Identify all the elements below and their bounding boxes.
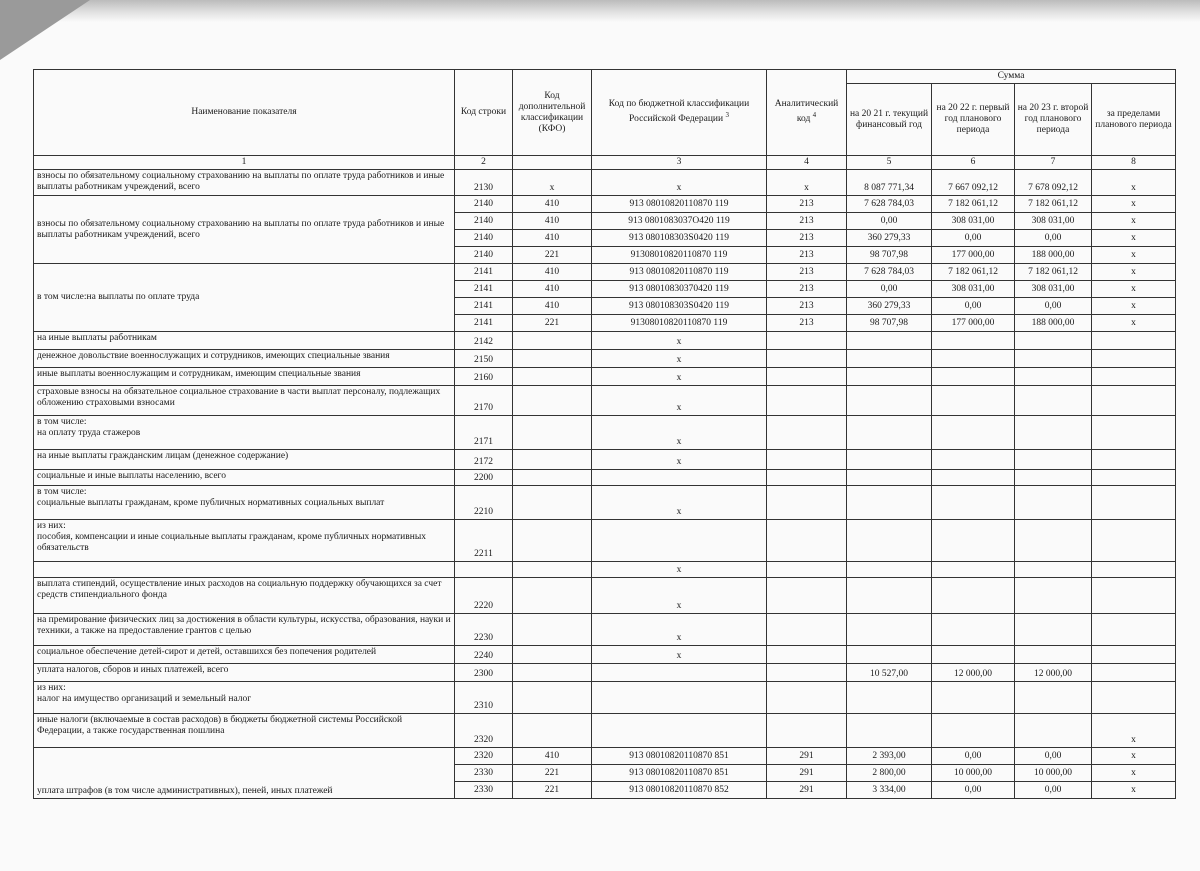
year-2-cell: 177 000,00: [932, 315, 1015, 332]
beyond-cell: [1092, 350, 1176, 368]
year-3-cell: [1015, 386, 1092, 416]
year-3-cell: 0,00: [1015, 230, 1092, 247]
year-1-cell: [847, 332, 932, 350]
year-1-cell: [847, 368, 932, 386]
year-3-cell: 7 678 092,12: [1015, 170, 1092, 196]
budget-code-cell: 913 08010820110870 119: [592, 196, 767, 213]
budget-code-cell: 913 08010820110870 851: [592, 765, 767, 782]
analytic-code-cell: [767, 578, 847, 614]
indicator-name: социальное обеспечение детей-сирот и детей, оставшихся без попечения родителей: [34, 646, 455, 664]
beyond-cell: x: [1092, 315, 1176, 332]
row-code-cell: 2300: [455, 664, 513, 682]
row-code-cell: 2240: [455, 646, 513, 664]
year-2-cell: 12 000,00: [932, 664, 1015, 682]
year-2-cell: 308 031,00: [932, 213, 1015, 230]
year-2-cell: [932, 332, 1015, 350]
row-code-cell: 2200: [455, 470, 513, 486]
analytic-code-cell: x: [767, 170, 847, 196]
row-code-cell: 2320: [455, 714, 513, 748]
header-sum: Сумма: [847, 70, 1176, 84]
analytic-code-cell: 213: [767, 196, 847, 213]
analytic-code-cell: 213: [767, 298, 847, 315]
row-code-cell: 2160: [455, 368, 513, 386]
beyond-cell: [1092, 470, 1176, 486]
row-code-cell: 2330: [455, 782, 513, 799]
row-code-cell: 2140: [455, 230, 513, 247]
column-number-blank: [513, 156, 592, 170]
analytic-code-cell: 213: [767, 247, 847, 264]
year-3-cell: 308 031,00: [1015, 281, 1092, 298]
beyond-cell: x: [1092, 765, 1176, 782]
year-2-cell: 7 667 092,12: [932, 170, 1015, 196]
column-number: 2: [455, 156, 513, 170]
year-1-cell: [847, 416, 932, 450]
year-1-cell: [847, 682, 932, 714]
analytic-code-cell: [767, 416, 847, 450]
indicator-name: взносы по обязательному социальному страхованию на выплаты по оплате труда работников и иные выплаты работникам учреждений, всего: [34, 170, 455, 196]
analytic-code-cell: 213: [767, 213, 847, 230]
row-code-cell: 2210: [455, 486, 513, 520]
kfo-cell: [513, 450, 592, 470]
year-2-cell: [932, 614, 1015, 646]
beyond-cell: [1092, 682, 1176, 714]
table-row: [34, 470, 1176, 486]
year-2-cell: 308 031,00: [932, 281, 1015, 298]
row-code-cell: 2320: [455, 748, 513, 765]
kfo-cell: [513, 386, 592, 416]
table-row: [34, 416, 1176, 450]
budget-code-cell: [592, 520, 767, 562]
table-row: [34, 264, 1176, 281]
kfo-cell: [513, 682, 592, 714]
beyond-cell: [1092, 562, 1176, 578]
analytic-code-cell: [767, 368, 847, 386]
budget-code-cell: 913 0801083037О420 119: [592, 213, 767, 230]
year-2-cell: 7 182 061,12: [932, 196, 1015, 213]
budget-code-cell: x: [592, 562, 767, 578]
budget-code-cell: x: [592, 614, 767, 646]
budget-code-cell: 913 08010820110870 852: [592, 782, 767, 799]
budget-code-cell: 91308010820110870 119: [592, 247, 767, 264]
row-code-cell: 2172: [455, 450, 513, 470]
year-3-cell: [1015, 714, 1092, 748]
analytic-code-cell: [767, 664, 847, 682]
year-2-cell: [932, 562, 1015, 578]
beyond-cell: [1092, 332, 1176, 350]
beyond-cell: [1092, 368, 1176, 386]
year-1-cell: 360 279,33: [847, 230, 932, 247]
kfo-cell: [513, 614, 592, 646]
beyond-cell: x: [1092, 230, 1176, 247]
table-row: [34, 562, 1176, 578]
kfo-cell: [513, 368, 592, 386]
row-code-cell: 2310: [455, 682, 513, 714]
year-3-cell: [1015, 470, 1092, 486]
year-3-cell: [1015, 614, 1092, 646]
table-row: [34, 386, 1176, 416]
column-number: 3: [592, 156, 767, 170]
analytic-code-cell: [767, 682, 847, 714]
year-1-cell: 8 087 771,34: [847, 170, 932, 196]
year-3-cell: 12 000,00: [1015, 664, 1092, 682]
kfo-cell: 410: [513, 298, 592, 315]
expenses-table: [33, 69, 1176, 799]
row-code-cell: 2230: [455, 614, 513, 646]
year-2-cell: 10 000,00: [932, 765, 1015, 782]
year-2-cell: 0,00: [932, 298, 1015, 315]
kfo-cell: [513, 520, 592, 562]
kfo-cell: 410: [513, 196, 592, 213]
row-code-cell: 2330: [455, 765, 513, 782]
indicator-name: [34, 562, 455, 578]
table-row: [34, 450, 1176, 470]
year-3-cell: [1015, 682, 1092, 714]
year-2-cell: [932, 682, 1015, 714]
budget-code-cell: 913 080108303S0420 119: [592, 230, 767, 247]
kfo-cell: [513, 562, 592, 578]
analytic-code-cell: [767, 486, 847, 520]
budget-code-cell: 913 08010830370420 119: [592, 281, 767, 298]
table-row: [34, 170, 1176, 196]
kfo-cell: 410: [513, 213, 592, 230]
beyond-cell: x: [1092, 247, 1176, 264]
year-1-cell: [847, 520, 932, 562]
indicator-name: страховые взносы на обязательное социальное страхование в части выплат персоналу, подлежащих обложению страховыми взносами: [34, 386, 455, 416]
beyond-cell: x: [1092, 196, 1176, 213]
kfo-cell: 410: [513, 281, 592, 298]
analytic-code-cell: [767, 614, 847, 646]
budget-code-cell: 91308010820110870 119: [592, 315, 767, 332]
row-code-cell: 2141: [455, 264, 513, 281]
year-3-cell: 0,00: [1015, 748, 1092, 765]
table-row: [34, 664, 1176, 682]
year-1-cell: [847, 470, 932, 486]
column-number: 7: [1015, 156, 1092, 170]
header-row-code: Код строки: [455, 70, 513, 156]
analytic-code-cell: [767, 562, 847, 578]
kfo-cell: [513, 578, 592, 614]
indicator-name: уплата налогов, сборов и иных платежей, всего: [34, 664, 455, 682]
year-3-cell: 188 000,00: [1015, 315, 1092, 332]
year-2-cell: [932, 470, 1015, 486]
year-1-cell: [847, 578, 932, 614]
kfo-cell: [513, 416, 592, 450]
year-2-cell: 7 182 061,12: [932, 264, 1015, 281]
scan-edge-shadow: [0, 0, 1200, 22]
table-row: [34, 350, 1176, 368]
year-2-cell: 0,00: [932, 748, 1015, 765]
year-3-cell: 308 031,00: [1015, 213, 1092, 230]
year-3-cell: [1015, 486, 1092, 520]
kfo-cell: 221: [513, 315, 592, 332]
table-row: [34, 646, 1176, 664]
year-2-cell: 0,00: [932, 230, 1015, 247]
year-1-cell: 360 279,33: [847, 298, 932, 315]
header-name: Наименование показателя: [34, 70, 455, 156]
table-row: [34, 614, 1176, 646]
year-3-cell: [1015, 368, 1092, 386]
year-2-cell: [932, 714, 1015, 748]
year-3-cell: [1015, 562, 1092, 578]
table-row: [34, 196, 1176, 213]
header-budget-code: Код по бюджетной классификации Российской Федерации $^3$: [592, 70, 767, 156]
row-code-cell: 2142: [455, 332, 513, 350]
year-3-cell: 0,00: [1015, 298, 1092, 315]
year-3-cell: [1015, 350, 1092, 368]
analytic-code-cell: [767, 470, 847, 486]
kfo-cell: 221: [513, 247, 592, 264]
budget-code-cell: 913 080108303S0420 119: [592, 298, 767, 315]
year-3-cell: [1015, 520, 1092, 562]
analytic-code-cell: [767, 646, 847, 664]
row-code-cell: 2141: [455, 298, 513, 315]
column-number: 8: [1092, 156, 1176, 170]
row-code-cell: 2171: [455, 416, 513, 450]
year-1-cell: 0,00: [847, 281, 932, 298]
beyond-cell: x: [1092, 298, 1176, 315]
row-code-cell: 2150: [455, 350, 513, 368]
beyond-cell: [1092, 450, 1176, 470]
year-2-cell: [932, 450, 1015, 470]
budget-code-cell: [592, 714, 767, 748]
indicator-name: в том числе:на выплаты по оплате труда: [34, 264, 455, 332]
beyond-cell: x: [1092, 213, 1176, 230]
budget-code-cell: x: [592, 386, 767, 416]
year-2-cell: [932, 520, 1015, 562]
beyond-cell: x: [1092, 281, 1176, 298]
row-code-cell: 2130: [455, 170, 513, 196]
analytic-code-cell: [767, 450, 847, 470]
beyond-cell: x: [1092, 264, 1176, 281]
year-2-cell: [932, 416, 1015, 450]
column-number: 4: [767, 156, 847, 170]
year-3-cell: [1015, 332, 1092, 350]
beyond-cell: x: [1092, 714, 1176, 748]
year-1-cell: 0,00: [847, 213, 932, 230]
header-kfo: Код дополнительной классификации (КФО): [513, 70, 592, 156]
row-code-cell: 2140: [455, 196, 513, 213]
analytic-code-cell: [767, 350, 847, 368]
budget-code-cell: x: [592, 368, 767, 386]
column-number: 6: [932, 156, 1015, 170]
kfo-cell: [513, 714, 592, 748]
table-row: [34, 332, 1176, 350]
budget-code-cell: 913 08010820110870 851: [592, 748, 767, 765]
year-1-cell: [847, 350, 932, 368]
beyond-cell: [1092, 664, 1176, 682]
row-code-cell: 2141: [455, 315, 513, 332]
indicator-name: на иные выплаты работникам: [34, 332, 455, 350]
year-2-cell: [932, 646, 1015, 664]
financial-plan-sheet: [33, 69, 1175, 799]
year-1-cell: [847, 646, 932, 664]
indicator-name: иные налоги (включаемые в состав расходов) в бюджеты бюджетной системы Российской Федерации, а также государственная пошлина: [34, 714, 455, 748]
indicator-name: из них: пособия, компенсации и иные социальные выплаты гражданам, кроме публичных нормативных обязательств: [34, 520, 455, 562]
year-2-cell: 0,00: [932, 782, 1015, 799]
kfo-cell: [513, 332, 592, 350]
year-3-cell: [1015, 646, 1092, 664]
budget-code-cell: x: [592, 486, 767, 520]
table-row: [34, 714, 1176, 748]
table-row: [34, 578, 1176, 614]
indicator-name: выплата стипендий, осуществление иных расходов на социальную поддержку обучающихся за счет средств стипендиального фонда: [34, 578, 455, 614]
header-year-2: на 20 22 г. первый год планового периода: [932, 84, 1015, 156]
indicator-name: на иные выплаты гражданским лицам (денежное содержание): [34, 450, 455, 470]
indicator-name: в том числе: социальные выплаты гражданам, кроме публичных нормативных социальных выплат: [34, 486, 455, 520]
budget-code-cell: x: [592, 350, 767, 368]
year-3-cell: [1015, 416, 1092, 450]
year-1-cell: [847, 714, 932, 748]
year-2-cell: [932, 350, 1015, 368]
row-code-cell: [455, 562, 513, 578]
budget-code-cell: x: [592, 578, 767, 614]
beyond-cell: [1092, 614, 1176, 646]
table-row: [34, 682, 1176, 714]
year-3-cell: [1015, 578, 1092, 614]
budget-code-cell: [592, 682, 767, 714]
beyond-cell: [1092, 520, 1176, 562]
year-1-cell: [847, 562, 932, 578]
analytic-code-cell: [767, 386, 847, 416]
row-code-cell: 2211: [455, 520, 513, 562]
analytic-code-cell: 213: [767, 315, 847, 332]
kfo-cell: x: [513, 170, 592, 196]
year-1-cell: 7 628 784,03: [847, 196, 932, 213]
kfo-cell: [513, 350, 592, 368]
table-row: [34, 486, 1176, 520]
budget-code-cell: [592, 664, 767, 682]
year-3-cell: 7 182 061,12: [1015, 264, 1092, 281]
analytic-code-cell: 291: [767, 765, 847, 782]
header-analytic-code: Аналитический код $^4$: [767, 70, 847, 156]
year-2-cell: [932, 578, 1015, 614]
kfo-cell: [513, 646, 592, 664]
year-2-cell: 177 000,00: [932, 247, 1015, 264]
indicator-name: на премирование физических лиц за достижения в области культуры, искусства, образования, науки и техники, а также на предоставление грантов с целью: [34, 614, 455, 646]
beyond-cell: [1092, 416, 1176, 450]
year-3-cell: 188 000,00: [1015, 247, 1092, 264]
indicator-name: социальные и иные выплаты населению, всего: [34, 470, 455, 486]
year-3-cell: 7 182 061,12: [1015, 196, 1092, 213]
row-code-cell: 2140: [455, 247, 513, 264]
year-3-cell: 10 000,00: [1015, 765, 1092, 782]
beyond-cell: x: [1092, 782, 1176, 799]
header-year-3: на 20 23 г. второй год планового периода: [1015, 84, 1092, 156]
year-1-cell: [847, 614, 932, 646]
year-1-cell: 10 527,00: [847, 664, 932, 682]
header-year-1: на 20 21 г. текущий финансовый год: [847, 84, 932, 156]
indicator-name: взносы по обязательному социальному страхованию на выплаты по оплате труда работников и иные выплаты работникам учреждений, всего: [34, 196, 455, 264]
beyond-cell: [1092, 386, 1176, 416]
budget-code-cell: x: [592, 170, 767, 196]
kfo-cell: [513, 486, 592, 520]
budget-code-cell: x: [592, 416, 767, 450]
year-2-cell: [932, 386, 1015, 416]
analytic-code-cell: [767, 332, 847, 350]
kfo-cell: 221: [513, 765, 592, 782]
kfo-cell: 410: [513, 748, 592, 765]
kfo-cell: 410: [513, 264, 592, 281]
kfo-cell: [513, 470, 592, 486]
budget-code-cell: 913 08010820110870 119: [592, 264, 767, 281]
column-number: 1: [34, 156, 455, 170]
row-code-cell: 2141: [455, 281, 513, 298]
year-3-cell: 0,00: [1015, 782, 1092, 799]
column-numbers-row: [34, 156, 1176, 170]
beyond-cell: [1092, 646, 1176, 664]
indicator-name: денежное довольствие военнослужащих и сотрудников, имеющих специальные звания: [34, 350, 455, 368]
analytic-code-cell: [767, 520, 847, 562]
year-1-cell: 2 393,00: [847, 748, 932, 765]
column-number: 5: [847, 156, 932, 170]
year-1-cell: [847, 486, 932, 520]
row-code-cell: 2220: [455, 578, 513, 614]
kfo-cell: 410: [513, 230, 592, 247]
year-1-cell: 3 334,00: [847, 782, 932, 799]
kfo-cell: [513, 664, 592, 682]
year-1-cell: [847, 386, 932, 416]
year-1-cell: 98 707,98: [847, 315, 932, 332]
budget-code-cell: x: [592, 332, 767, 350]
year-1-cell: [847, 450, 932, 470]
table-row: [34, 368, 1176, 386]
header-beyond: за пределами планового периода: [1092, 84, 1176, 156]
beyond-cell: [1092, 486, 1176, 520]
analytic-code-cell: [767, 714, 847, 748]
beyond-cell: x: [1092, 748, 1176, 765]
indicator-name: иные выплаты военнослужащим и сотрудникам, имеющим специальные звания: [34, 368, 455, 386]
analytic-code-cell: 291: [767, 782, 847, 799]
year-3-cell: [1015, 450, 1092, 470]
scan-corner-fold: [0, 0, 90, 60]
budget-code-cell: x: [592, 450, 767, 470]
kfo-cell: 221: [513, 782, 592, 799]
indicator-name: уплата штрафов (в том числе административных), пеней, иных платежей: [34, 748, 455, 799]
year-1-cell: 98 707,98: [847, 247, 932, 264]
row-code-cell: 2140: [455, 213, 513, 230]
beyond-cell: [1092, 578, 1176, 614]
analytic-code-cell: 213: [767, 281, 847, 298]
indicator-name: в том числе: на оплату труда стажеров: [34, 416, 455, 450]
year-1-cell: 2 800,00: [847, 765, 932, 782]
table-row: [34, 748, 1176, 765]
table-row: [34, 520, 1176, 562]
beyond-cell: x: [1092, 170, 1176, 196]
analytic-code-cell: 213: [767, 264, 847, 281]
analytic-code-cell: 213: [767, 230, 847, 247]
indicator-name: из них: налог на имущество организаций и земельный налог: [34, 682, 455, 714]
table-body: [34, 170, 1176, 799]
analytic-code-cell: 291: [767, 748, 847, 765]
year-2-cell: [932, 486, 1015, 520]
row-code-cell: 2170: [455, 386, 513, 416]
budget-code-cell: x: [592, 646, 767, 664]
budget-code-cell: [592, 470, 767, 486]
year-1-cell: 7 628 784,03: [847, 264, 932, 281]
year-2-cell: [932, 368, 1015, 386]
